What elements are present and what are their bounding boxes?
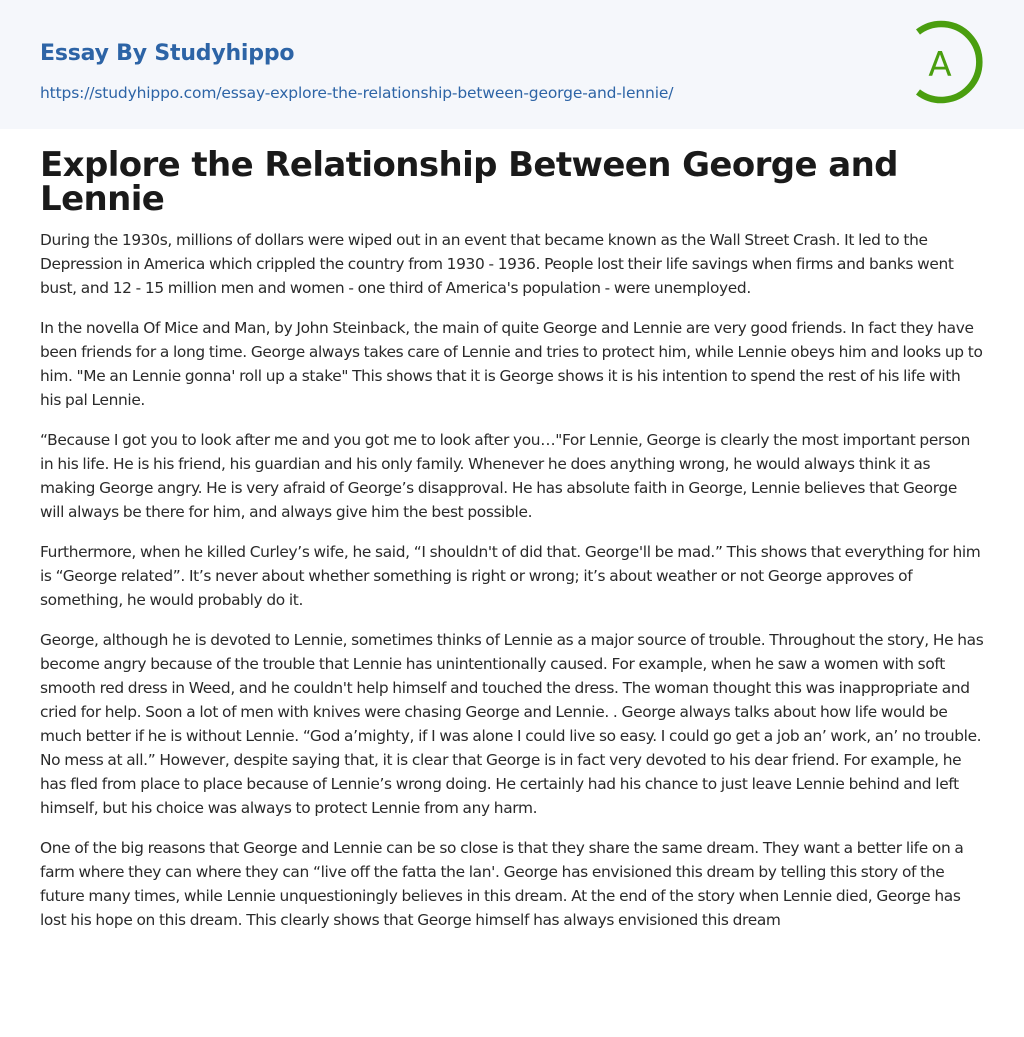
paragraph-3: “Because I got you to look after me and you got me to look after you…"For Lennie, George is clearly the most important person in his life. He is his friend, his guardian and his only family. Whenever he does anything wrong, he would always think it as making George angry. He is very afraid of George’s disapproval. He has absolute faith in George, Lennie believes that George will always be there for him, and always give him the best possible.	[40, 431, 971, 521]
site-name: Essay By Studyhippo	[40, 41, 295, 66]
paragraph-2: In the novella Of Mice and Man, by John Steinback, the main of quite George and Lennie are very good friends. In fact they have been friends for a long time. George always takes care of Lennie and tries to protect him, while Lennie obeys him and looks up to him. "Me an Lennie gonna' roll up a stake" This shows that it is George shows it is his intention to spend the rest of his life with his pal Lennie.	[40, 319, 983, 409]
paragraph-5: George, although he is devoted to Lennie, sometimes thinks of Lennie as a major source of trouble. Throughout the story, He has become angry because of the trouble that Lennie has unintentionally caused. For example, when he saw a women with soft smooth red dress in Weed, and he couldn't help himself and touched the dress. The woman thought this was inappropriate and cried for help. Soon a lot of men with knives were chasing George and Lennie. . George always talks about how life would be much better if he is without Lennie. “God a’mighty, if I was alone I could live so easy. I could go get a job an’ work, an’ no trouble. No mess at all.” However, despite saying that, it is clear that George is in fact very devoted to his dear friend. For example, he has fled from place to place because of Lennie’s wrong doing. He certainly had his chance to just leave Lennie behind and left himself, but his choice was always to protect Lennie from any harm.	[40, 631, 984, 817]
article	[40, 145, 984, 948]
site-header	[0, 0, 1024, 129]
page-title: Explore the Relationship Between George and Lennie	[40, 145, 898, 219]
svg-text:A: A	[928, 45, 952, 85]
paragraph-6: One of the big reasons that George and Lennie can be so close is that they share the same dream. They want a better life on a farm where they can where they can “live off the fatta the lan'. George has envisioned this dream by telling this story of the future many times, while Lennie unquestioningly believes in this dream. At the end of the story when Lennie died, George has lost his hope on this dream. This clearly shows that George himself has always envisioned this dream	[40, 839, 964, 929]
paragraph-4: Furthermore, when he killed Curley’s wife, he said, “I shouldn't of did that. George'll be mad.” This shows that everything for him is “George related”. It’s never about whether something is right or wrong; it’s about weather or not George approves of something, he would probably do it.	[40, 543, 981, 609]
studyhippo-logo-icon[interactable]	[912, 19, 986, 105]
essay-url-link[interactable]: https://studyhippo.com/essay-explore-the-relationship-between-george-and-lennie/	[40, 84, 674, 102]
paragraph-1: During the 1930s, millions of dollars were wiped out in an event that became known as the Wall Street Crash. It led to the Depression in America which crippled the country from 1930 - 1936. People lost their life savings when firms and banks went bust, and 12 - 15 million men and women - one third of America's population - were unemployed.	[40, 231, 954, 297]
